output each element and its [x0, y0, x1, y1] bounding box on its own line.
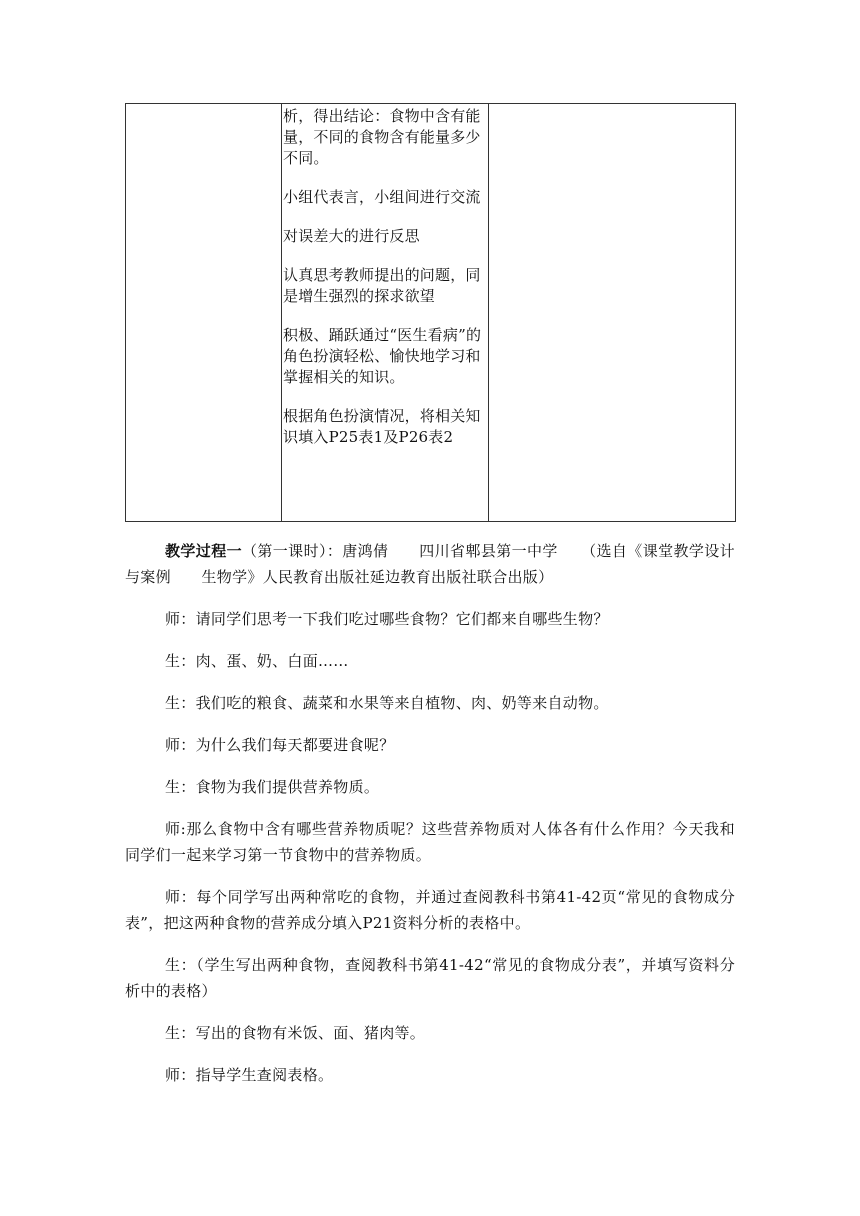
dialogue-line: 师：为什么我们每天都要进食呢？ — [165, 736, 395, 754]
cell-paragraph: 析，得出结论：食物中含有能量，不同的食物含有能量多少不同。 — [283, 107, 481, 167]
table-cell-empty — [489, 104, 736, 522]
dialogue-line: 生：我们吃的粮食、蔬菜和水果等来自植物、肉、奶等来自动物。 — [165, 694, 609, 712]
section-heading-detail: （第一课时）：唐鸿倩 四川省郫县第一中学 （选自《课堂教学设计与案例 生物学》人民教育出版社延边教育出版社联合出版） — [125, 542, 735, 586]
section-heading: 教学过程一 — [165, 542, 242, 560]
dialogue-line: 生：（学生写出两种食物，查阅教科书第41-42“常见的食物成分表”，并填写资料分析中的表格） — [125, 956, 735, 1000]
dialogue-line: 生：食物为我们提供营养物质。 — [165, 778, 380, 796]
cell-paragraph: 积极、踊跃通过“医生看病”的角色扮演轻松、愉快地学习和掌握相关的知识。 — [283, 326, 482, 386]
table-cell-empty — [126, 104, 282, 522]
dialogue-line: 师：指导学生查阅表格。 — [165, 1066, 334, 1084]
table-cell-student-activity — [282, 104, 489, 522]
lesson-table — [125, 103, 736, 522]
dialogue-line: 师:那么食物中含有哪些营养物质呢？这些营养物质对人体各有什么作用？今天我和同学们一起来学习第一节食物中的营养物质。 — [125, 820, 735, 864]
table-row — [126, 104, 736, 522]
cell-paragraph: 对误差大的进行反思 — [283, 227, 420, 245]
lesson-process-section — [125, 538, 735, 1104]
dialogue-line: 师：请同学们思考一下我们吃过哪些食物？它们都来自哪些生物？ — [165, 610, 609, 628]
cell-paragraph: 小组代表言，小组间进行交流 — [283, 188, 481, 206]
dialogue-line: 生：写出的食物有米饭、面、猪肉等。 — [165, 1024, 426, 1042]
cell-paragraph: 认真思考教师提出的问题，同是增生强烈的探求欲望 — [283, 266, 481, 305]
cell-paragraph: 根据角色扮演情况，将相关知识填入P25表1及P26表2 — [283, 407, 481, 446]
dialogue-line: 生：肉、蛋、奶、白面…… — [165, 652, 349, 670]
dialogue-line: 师：每个同学写出两种常吃的食物，并通过查阅教科书第41-42页“常见的食物成分表”，把这两种食物的营养成分填入P21资料分析的表格中。 — [125, 888, 735, 932]
section-heading-paragraph — [125, 538, 735, 590]
